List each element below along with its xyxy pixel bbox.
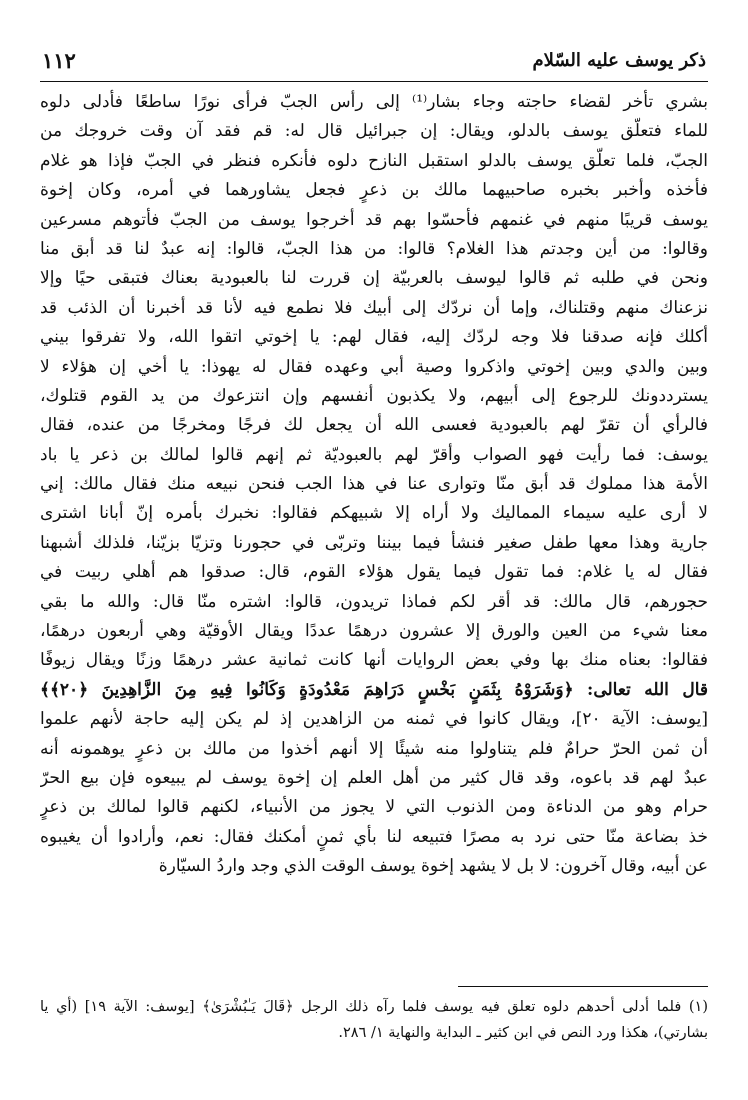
- text-line: الأمة هذا مملوك قد أبق منّا وتوارى عنا في هذا الجب فنحن نبيعه منك فقال مالك: إني: [40, 474, 708, 495]
- text-line: حجورهم، قال مالك: قد أقر لكم فماذا تريدون، قالوا: اشتره منّا قال: والله ما بقي: [40, 591, 708, 612]
- text-line: معنا شيء من العين والورق إلا عشرون درهمًا عددًا ويقال الأوقيّة وهي أربعون درهمًا،: [40, 621, 708, 642]
- text-line: خذ بضاعة منّا حتى نرد به مصرًا فتبيعه لنا بأي ثمنٍ أمكنك فقال: نعم، وأرادوا أن يغيبوه: [40, 826, 708, 847]
- text-line: جارية وهذا معها طفل صغير فنشأ فيما بيننا وتربّى في حجورنا وتزيّا بزيّنا، فلذلك أشبهنا: [40, 532, 708, 553]
- body-text: [40, 88, 708, 973]
- text-line: وبين والدي وبين إخوتي واذكروا وصية أبي وعهده فقال له يهوذا: يا أخي إن هؤلاء لا: [40, 356, 708, 377]
- page-header: [40, 46, 708, 82]
- text-line: الجبّ، فلما تعلّق يوسف بالدلو استقبل النازح دلوه فأنكره فنظر في الجبّ فإذا هو غلام: [40, 150, 708, 171]
- text-line: أكلك فإنه صدقنا فلا وجه لردّك إليه، فقال لهم: يا إخوتي اتقوا الله، ولا تفرقوا بيني: [40, 327, 708, 348]
- text-line: حرام وهو من الدناءة ومن الذنوب التي لا يجوز من الأنبياء، لكنهم قالوا لمالك بن ذعرٍ: [40, 797, 708, 818]
- text-line: فقالوا: بعناه منك بها وفي بعض الروايات أنها كانت ثمانية عشر درهمًا وزنًا ويقال زيوفًا: [40, 650, 708, 671]
- footnote: [40, 994, 708, 1046]
- text-line: يوسف: فما رأيت فهو الصواب وأقرّ لهم بالعبوديّة ثم إنهم قالوا لمالك بن ذعر يا باد: [40, 444, 708, 465]
- text-line: ونحن في طلبه ثم قالوا ليوسف بالعربيّة إن قررت لنا بالعبودية بعناك فتبقى حيًا وإلا: [40, 268, 708, 289]
- footnote-line: بشارتي)، هكذا ورد النص في ابن كثير ـ البداية والنهاية ١/ ٢٨٦.: [338, 1025, 708, 1041]
- page-number: ١١٢: [42, 48, 76, 73]
- text-line: فقال له يا غلام: فما تقول فيما يقول هؤلاء القوم، قال: صدقوا هم أهلي ربيت في: [40, 562, 708, 583]
- text-line: أن ثمن الحرّ حرامٌ فلم يتناولوا منه شيئًا إلا أنهم أخذوا من مالك بن ذعرٍ يوهمونه أنه: [40, 738, 708, 759]
- text-line: يوسف قريبًا منهم في غنمهم فأحسّوا بهم قد أخرجوا يوسف من الجبّ فأتوهم مسرعين: [40, 209, 708, 230]
- text-line: فأخذه وأخبر بخبره صاحبيهما مالك بن ذعرٍ فجعل يشاورهما في أمره، وكان إخوة: [40, 180, 708, 201]
- text-line: [يوسف: الآية ٢٠]، ويقال كانوا في ثمنه من الزاهدين إذ لم يكن إليه حاجة لأنهم علموا: [40, 709, 708, 730]
- running-title: ذكر يوسف عليه السّلام: [532, 50, 706, 71]
- text-line: لا أرى عليه سيماء المماليك ولا أراه إلا شبيهكم فقالوا: نخبرك بأمره إنّ أبانا اشترى: [40, 503, 708, 524]
- text-line: بشري تأخر لقضاء حاجته وجاء بشار⁽¹⁾ إلى رأس الجبّ فرأى نورًا ساطعًا فأدلى دلوه: [40, 92, 708, 112]
- text-line: عن أبيه، وقال آخرون: لا بل لا يشهد إخوة يوسف الوقت الذي وجد واردُ السيّارة: [158, 856, 708, 877]
- text-line: للماء فتعلّق يوسف بالدلو، ويقال: إن جبرائيل قال له: قم فقد آن وقت خروجك من: [40, 121, 708, 142]
- footnote-divider: [458, 986, 708, 987]
- quran-verse-line: قال الله تعالى: ﴿وَشَرَوْهُ بِثَمَنٍ بَخْسٍ دَرَاهِمَ مَعْدُودَةٍ وَكَانُوا فِيهِ مِنَ الزَّاهِدِينَ ﴿٢٠﴾﴾: [40, 679, 708, 700]
- text-line: نزعناك منهم وقتلناك، وإما أن نردّك إلى أبيك فلا نطمع فيه لأنا قد أخبرنا أن الذئب قد: [40, 297, 708, 318]
- text-line: عبدٌ لهم قد باعوه، وقد قال كثير من أهل العلم إن إخوة يوسف لم يبيعوه فإن بيع الحرّ: [40, 767, 708, 788]
- footnote-line: (١) فلما أدلى أحدهم دلوه تعلق فيه يوسف فلما رآه ذلك الرجل ﴿قَالَ يَـٰبُشْرَىٰ﴾ [يوسف: الآية ١٩] (أي يا: [40, 999, 708, 1015]
- text-line: يسترددونك للرجوع إلى أبيهم، ولا يكذبون أنفسهم وإن انتزعوك من يد القوم قتلوك،: [40, 385, 708, 406]
- text-line: وقالوا: من أين وجدتم هذا الغلام؟ قالوا: من هذا الجبّ، قالوا: إنه عبدٌ لنا قد أبق منا: [40, 238, 708, 259]
- text-line: فالرأي أن تقرّ لهم بالعبودية فعسى الله أن يجعل لك فرجًا ومخرجًا من عنده، فقال: [40, 415, 708, 436]
